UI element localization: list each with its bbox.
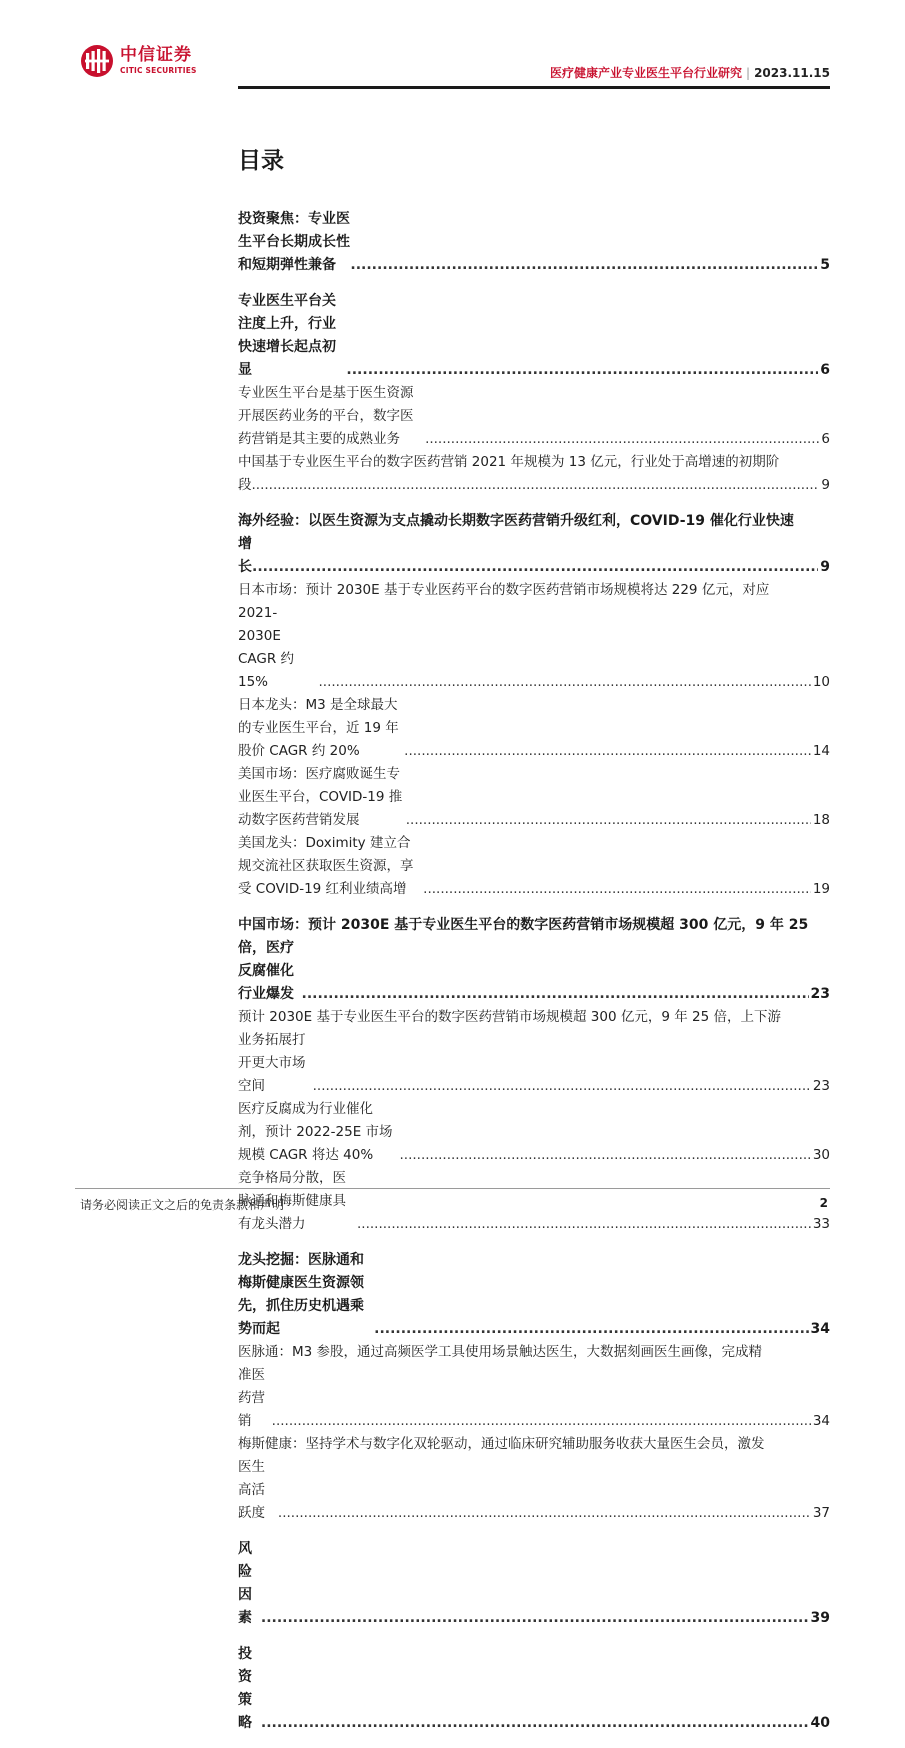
toc-section-title-page: 5	[820, 257, 830, 273]
toc-section-title[interactable]	[238, 208, 830, 277]
toc-item-cont-page: 10	[812, 674, 830, 690]
dot-leader	[318, 671, 810, 694]
toc-item-text: 梅斯健康：坚持学术与数字化双轮驱动，通过临床研究辅助服务收获大量医生会员，激发	[238, 1436, 765, 1452]
logo-english-name: CITIC SECURITIES	[120, 66, 197, 76]
toc-section-title-cont[interactable]	[238, 937, 830, 1006]
dot-leader	[252, 556, 818, 579]
toc-item-text: 日本龙头：M3 是全球最大的专业医生平台，近 19 年股价 CAGR 约 20%	[238, 697, 399, 759]
toc-section	[238, 1249, 830, 1525]
toc-item-cont[interactable]	[238, 1456, 830, 1525]
header-separator: |	[746, 66, 751, 80]
toc-item-text: 医疗反腐成为行业催化剂，预计 2022-25E 市场规模 CAGR 将达 40%	[238, 1101, 393, 1163]
toc-section	[238, 208, 830, 277]
toc-section-title[interactable]	[238, 1643, 830, 1735]
dot-leader	[404, 740, 811, 763]
toc-section-title-text: 专业医生平台关注度上升，行业快速增长起点初显	[238, 293, 336, 378]
toc-title: 目录	[238, 148, 284, 174]
toc-section-title-cont-page: 23	[810, 986, 830, 1002]
page-number: 2	[819, 1196, 828, 1210]
toc-item[interactable]	[238, 1167, 830, 1236]
toc-section-title-text: 海外经验：以医生资源为支点撬动长期数字医药营销升级红利，COVID-19 催化行业快速	[238, 513, 794, 529]
toc-item-cont-text: 准医药营销	[238, 1367, 265, 1429]
dot-leader	[350, 254, 818, 277]
toc-section	[238, 290, 830, 497]
toc-item[interactable]	[238, 763, 830, 832]
dot-leader	[278, 1502, 811, 1525]
toc-section-title-page: 40	[810, 1715, 830, 1731]
dot-leader	[374, 1318, 808, 1341]
dot-leader	[272, 1410, 811, 1433]
toc-item-text: 医脉通：M3 参股，通过高频医学工具使用场景触达医生，大数据刻画医生画像，完成精	[238, 1344, 763, 1360]
dot-leader	[261, 1712, 809, 1735]
report-date: 2023.11.15	[754, 66, 830, 80]
toc-item-cont-text: 2021-2030E CAGR 约 15%	[238, 605, 295, 690]
report-info	[550, 64, 830, 81]
toc-section-title[interactable]	[238, 290, 830, 382]
toc-section-title-text: 投资策略	[238, 1646, 252, 1731]
toc-item[interactable]	[238, 832, 830, 901]
dot-leader	[406, 809, 811, 832]
toc-item-cont-page: 23	[812, 1078, 830, 1094]
toc-section-title-page: 34	[810, 1321, 830, 1337]
toc-item-page: 33	[812, 1216, 830, 1232]
toc-item-text: 美国龙头：Doximity 建立合规交流社区获取医生资源，享受 COVID-19 红利业绩高增	[238, 835, 414, 897]
toc-item-cont[interactable]	[238, 1029, 830, 1098]
dot-leader	[313, 1075, 811, 1098]
toc-item-text: 竞争格局分散，医脉通和梅斯健康具有龙头潜力	[238, 1170, 346, 1232]
toc-item-cont-text: 段	[238, 477, 252, 493]
report-title: 医疗健康产业专业医生平台行业研究	[550, 66, 743, 80]
footer-disclaimer: 请务必阅读正文之后的免责条款和声明	[80, 1198, 285, 1212]
toc-section-title[interactable]	[238, 1538, 830, 1630]
toc-section	[238, 1538, 830, 1630]
toc-section-title-page: 39	[810, 1610, 830, 1626]
logo-chinese-name: 中信证券	[120, 45, 192, 66]
toc-item-cont-page: 34	[812, 1413, 830, 1429]
table-of-contents	[238, 208, 830, 1748]
toc-section	[238, 1643, 830, 1735]
citic-logo	[80, 44, 197, 78]
toc-section-title[interactable]	[238, 510, 830, 533]
toc-item-cont-page: 37	[812, 1505, 830, 1521]
toc-item-page: 6	[821, 431, 830, 447]
toc-item-text: 中国基于专业医生平台的数字医药营销 2021 年规模为 13 亿元，行业处于高增速的初期阶	[238, 454, 780, 470]
toc-item-text: 预计 2030E 基于专业医生平台的数字医药营销市场规模超 300 亿元，9 年 25 倍，上下游	[238, 1009, 781, 1025]
toc-item[interactable]	[238, 1433, 830, 1456]
header-rule	[238, 86, 830, 89]
dot-leader	[346, 359, 818, 382]
toc-item-page: 19	[812, 881, 830, 897]
toc-section-title-text: 中国市场：预计 2030E 基于专业医生平台的数字医药营销市场规模超 300 亿元，9 年 25	[238, 917, 809, 933]
toc-section-title-page: 6	[820, 362, 830, 378]
dot-leader	[302, 983, 809, 1006]
citic-logo-icon	[80, 44, 114, 78]
toc-item-cont-page: 9	[821, 477, 830, 493]
toc-item[interactable]	[238, 1341, 830, 1364]
toc-item-text: 专业医生平台是基于医生资源开展医药业务的平台，数字医药营销是其主要的成熟业务	[238, 385, 414, 447]
toc-section-title-cont-page: 9	[820, 559, 830, 575]
dot-leader	[400, 1144, 811, 1167]
toc-item[interactable]	[238, 1006, 830, 1029]
toc-item-page: 14	[812, 743, 830, 759]
toc-item[interactable]	[238, 579, 830, 602]
toc-item-cont[interactable]	[238, 602, 830, 694]
toc-section-title-text: 风险因素	[238, 1541, 252, 1626]
toc-section	[238, 510, 830, 901]
toc-section-title[interactable]	[238, 914, 830, 937]
dot-leader	[425, 428, 819, 451]
toc-section-title-text: 龙头挖掘：医脉通和梅斯健康医生资源领先，抓住历史机遇乘势而起	[238, 1252, 364, 1337]
toc-item-text: 日本市场：预计 2030E 基于专业医药平台的数字医药营销市场规模将达 229 亿元，对应	[238, 582, 770, 598]
dot-leader	[261, 1607, 809, 1630]
toc-section-title-cont-text: 倍，医疗反腐催化行业爆发	[238, 940, 294, 1002]
toc-item-cont-text: 医生高活跃度	[238, 1459, 265, 1521]
page-header	[0, 0, 905, 90]
toc-item[interactable]	[238, 382, 830, 451]
toc-section-title-text: 投资聚焦：专业医生平台长期成长性和短期弹性兼备	[238, 211, 350, 273]
toc-section-title-cont[interactable]	[238, 533, 830, 579]
toc-item-cont[interactable]	[238, 1364, 830, 1433]
toc-section-title-cont-text: 增长	[238, 536, 252, 575]
toc-section-title[interactable]	[238, 1249, 830, 1341]
footer-rule	[75, 1188, 830, 1189]
toc-item-cont-text: 业务拓展打开更大市场空间	[238, 1032, 306, 1094]
toc-item[interactable]	[238, 451, 830, 474]
toc-item[interactable]	[238, 694, 830, 763]
toc-item-page: 30	[812, 1147, 830, 1163]
dot-leader	[252, 474, 820, 497]
toc-item[interactable]	[238, 1098, 830, 1167]
toc-item-text: 美国市场：医疗腐败诞生专业医生平台，COVID-19 推动数字医药营销发展	[238, 766, 403, 828]
dot-leader	[423, 878, 811, 901]
toc-item-page: 18	[812, 812, 830, 828]
dot-leader	[357, 1213, 811, 1236]
toc-item-cont[interactable]	[238, 474, 830, 497]
